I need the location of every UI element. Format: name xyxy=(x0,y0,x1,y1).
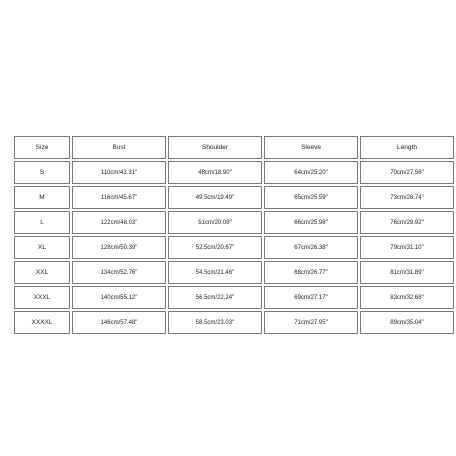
bust-cell: 146cm/57.48" xyxy=(72,311,166,334)
header-bust: Bust xyxy=(72,136,166,159)
sleeve-cell: 67cm/26.38" xyxy=(264,236,358,259)
size-cell: L xyxy=(14,211,70,234)
bust-cell: 134cm/52.76" xyxy=(72,261,166,284)
table-row xyxy=(14,161,454,184)
length-cell: 70cm/27.56" xyxy=(360,161,454,184)
bust-cell: 110cm/43.31" xyxy=(72,161,166,184)
length-cell: 76cm/29.92" xyxy=(360,211,454,234)
bust-cell: 122cm/48.03" xyxy=(72,211,166,234)
size-cell: XXL xyxy=(14,261,70,284)
size-cell: XXXL xyxy=(14,286,70,309)
size-cell: M xyxy=(14,186,70,209)
header-size: Size xyxy=(14,136,70,159)
sleeve-cell: 66cm/25.98" xyxy=(264,211,358,234)
size-cell: XL xyxy=(14,236,70,259)
table-row xyxy=(14,186,454,209)
shoulder-cell: 51cm/20.08" xyxy=(168,211,262,234)
length-cell: 73cm/28.74" xyxy=(360,186,454,209)
length-cell: 81cm/31.89" xyxy=(360,261,454,284)
shoulder-cell: 54.5cm/21.46" xyxy=(168,261,262,284)
sleeve-cell: 71cm/27.95" xyxy=(264,311,358,334)
table-row xyxy=(14,236,454,259)
table-header-row xyxy=(14,136,454,159)
size-cell: XXXXL xyxy=(14,311,70,334)
header-length: Length xyxy=(360,136,454,159)
size-cell: S xyxy=(14,161,70,184)
length-cell: 83cm/32.68" xyxy=(360,286,454,309)
shoulder-cell: 52.5cm/20.67" xyxy=(168,236,262,259)
header-sleeve: Sleeve xyxy=(264,136,358,159)
bust-cell: 116cm/45.67" xyxy=(72,186,166,209)
header-shoulder: Shoulder xyxy=(168,136,262,159)
table-row xyxy=(14,311,454,334)
shoulder-cell: 56.5cm/22.24" xyxy=(168,286,262,309)
shoulder-cell: 49.5cm/19.49" xyxy=(168,186,262,209)
table-row xyxy=(14,211,454,234)
sleeve-cell: 64cm/25.20" xyxy=(264,161,358,184)
sleeve-cell: 68cm/26.77" xyxy=(264,261,358,284)
length-cell: 79cm/31.10" xyxy=(360,236,454,259)
table-row xyxy=(14,261,454,284)
bust-cell: 128cm/50.39" xyxy=(72,236,166,259)
size-chart-table xyxy=(12,134,456,336)
shoulder-cell: 48cm/18.90" xyxy=(168,161,262,184)
sleeve-cell: 69cm/27.17" xyxy=(264,286,358,309)
sleeve-cell: 65cm/25.59" xyxy=(264,186,358,209)
length-cell: 89cm/35.04" xyxy=(360,311,454,334)
table-row xyxy=(14,286,454,309)
bust-cell: 140cm/55.12" xyxy=(72,286,166,309)
shoulder-cell: 58.5cm/23.03" xyxy=(168,311,262,334)
